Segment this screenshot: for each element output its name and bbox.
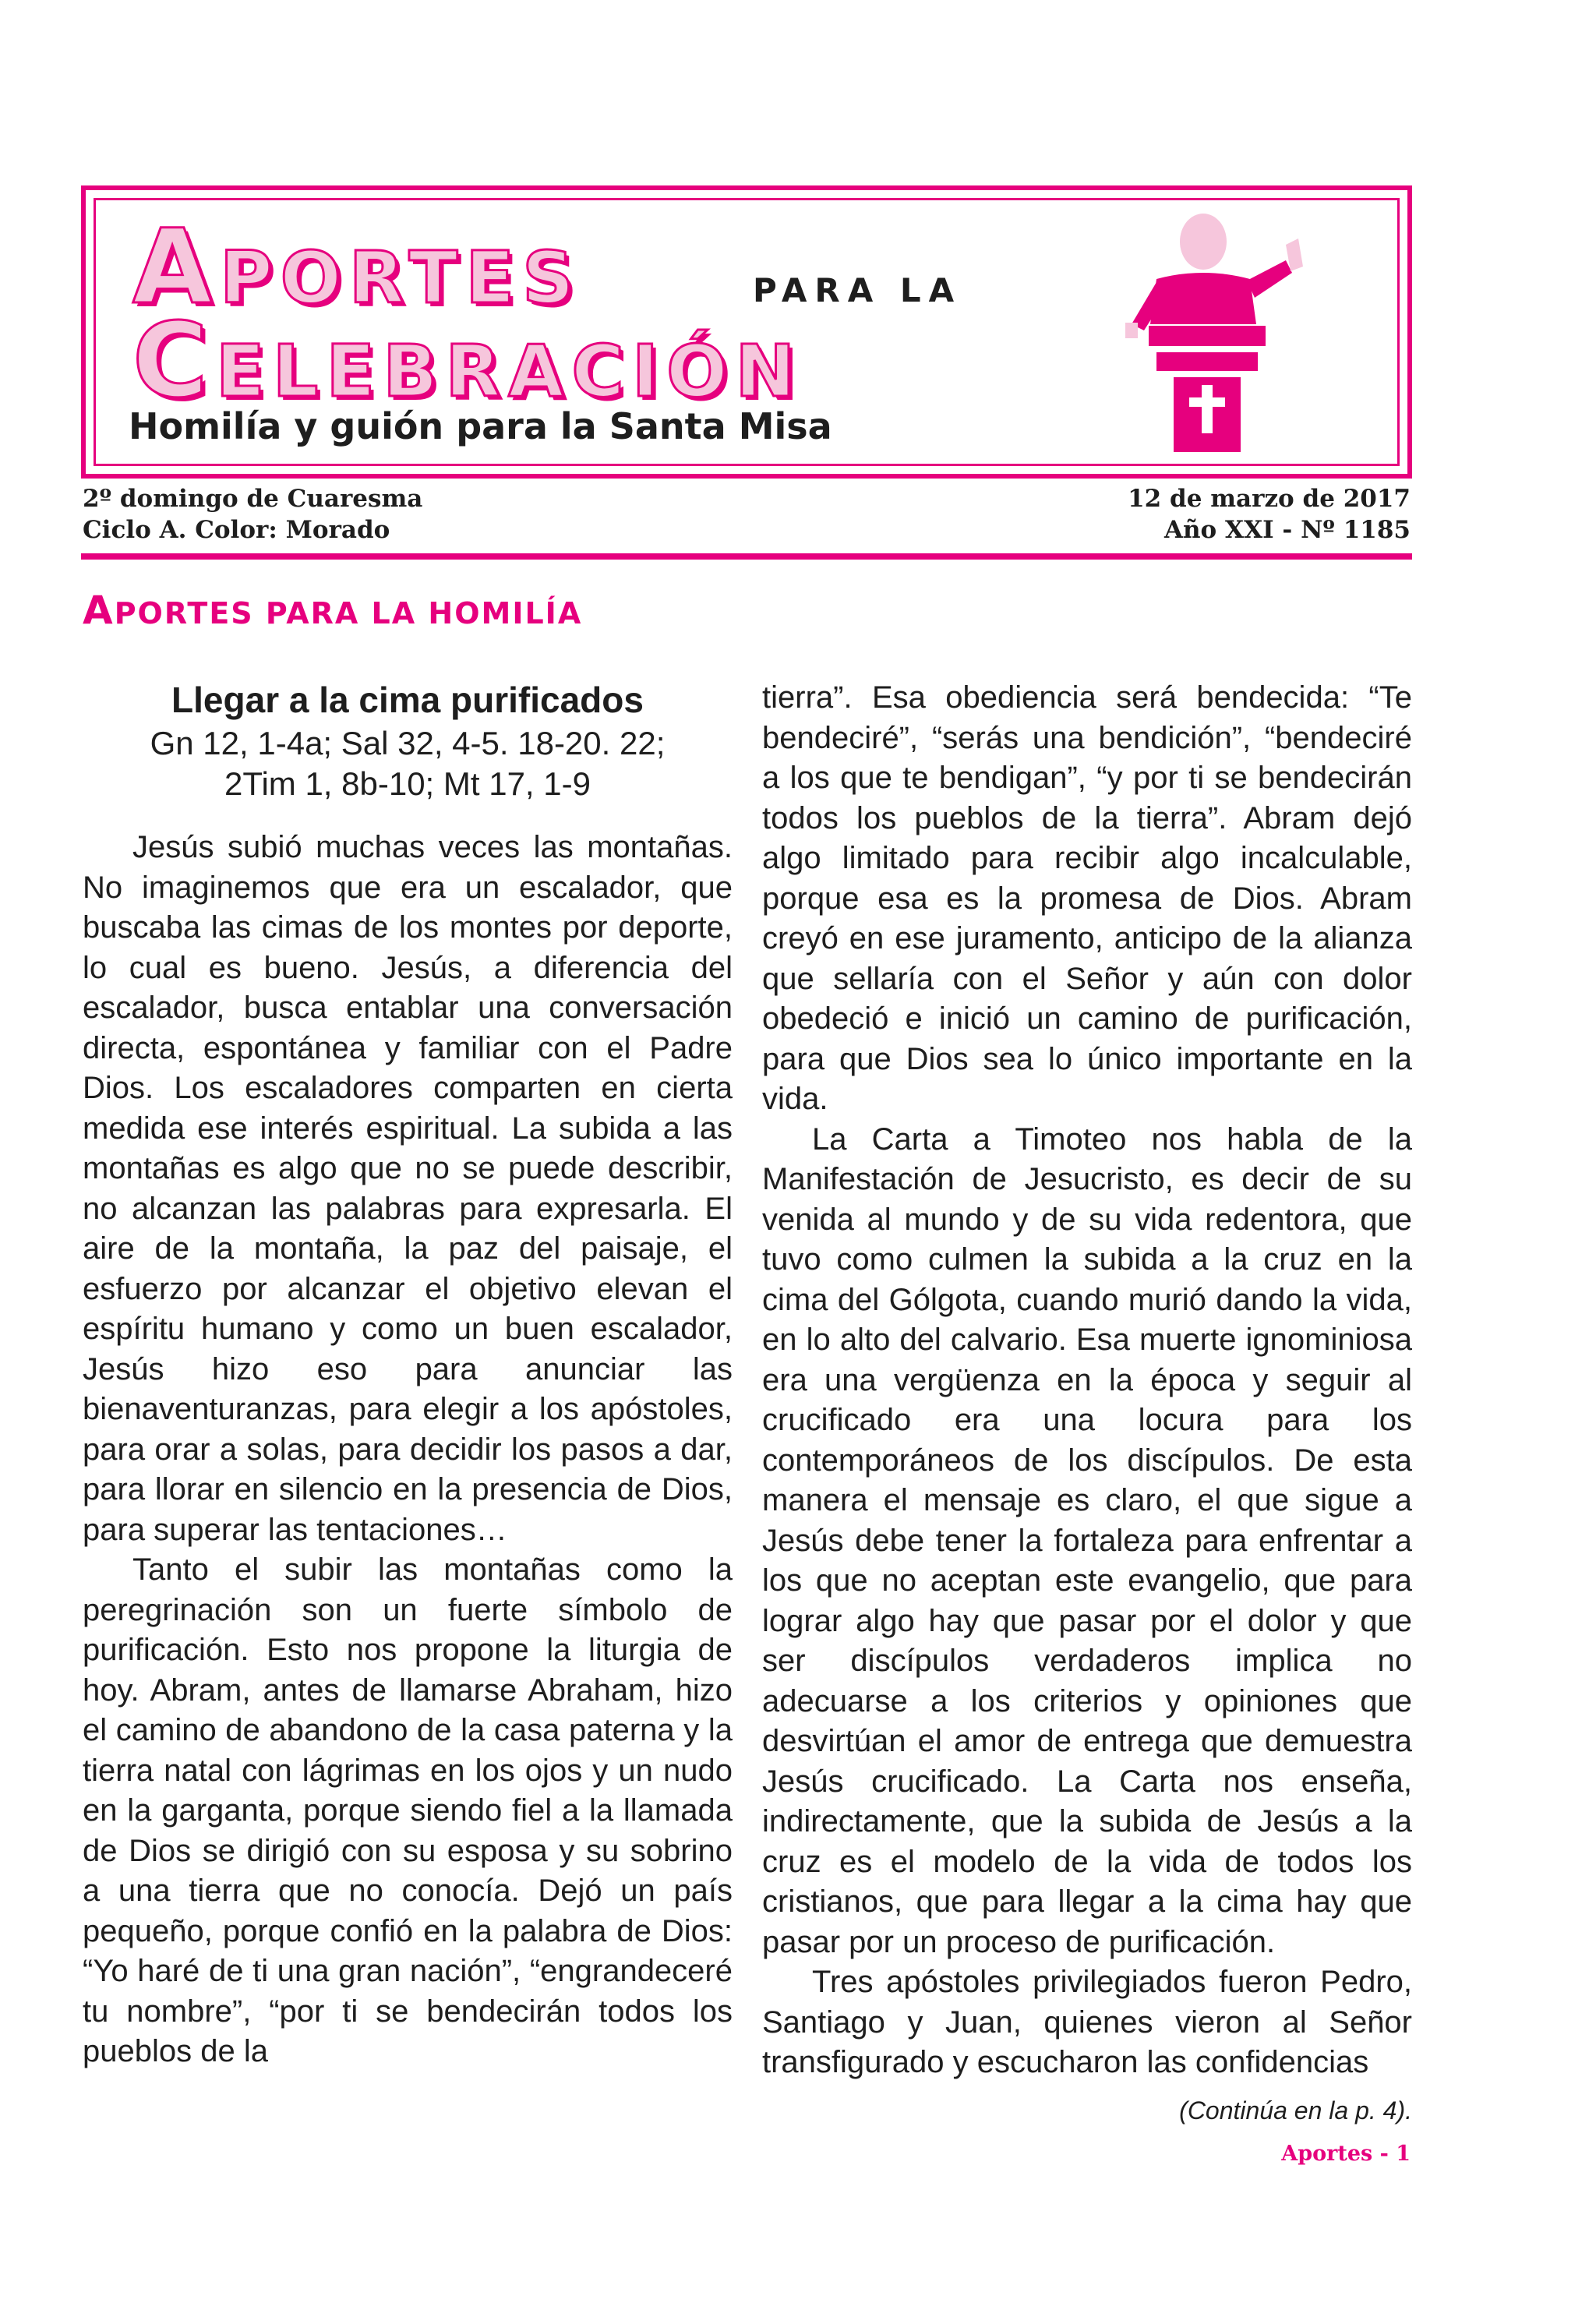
title-celebracion-rest: ELEBRACIÓN xyxy=(215,330,803,413)
article-refs-line1: Gn 12, 1-4a; Sal 32, 4-5. 18-20. 22; xyxy=(150,725,666,761)
masthead-subtitle: Homilía y guión para la Santa Misa xyxy=(129,405,832,447)
pulpit-shelf xyxy=(1156,352,1258,371)
right-column xyxy=(762,678,1412,2083)
liturgy-info xyxy=(83,483,422,546)
title-aportes-rest: PORTES xyxy=(220,236,582,320)
preacher-left-hand xyxy=(1125,323,1138,338)
paragraph: Jesús subió muchas veces las montañas. No imaginemos que era un escalador, que buscaba las cimas de los montes por deporte, lo cual es bueno. Jesús, a diferencia del escalador, busca entablar una conversación directa, espontánea y familiar con el Padre Dios. Los escaladores comparten en cierta medida ese interés espiritual. La subida a las montañas es algo que no se puede describir, no alcanzan las palabras para expresarla. El aire de la montaña, la paz del paisaje, el esfuerzo por alcanzar el objetivo elevan el espíritu humano y como un buen escalador, Jesús hizo eso para anunciar las bienaventuranzas, para elegir a los apóstoles, para orar a solas, para decidir los pasos a dar, para llorar en silencio en la presencia de Dios, para superar las tentaciones… xyxy=(83,830,733,1547)
page-footer: Aportes - 1 xyxy=(1281,2142,1411,2166)
liturgy-cycle-color: Ciclo A. Color: Morado xyxy=(83,516,390,544)
title-celebracion-cap: C xyxy=(132,301,216,421)
continued-note: (Continúa en la p. 4). xyxy=(1179,2096,1412,2125)
issue-number: Año XXI - Nº 1185 xyxy=(1163,516,1411,544)
title-aportes-cap: A xyxy=(132,207,221,327)
issue-date: 12 de marzo de 2017 xyxy=(1128,485,1411,513)
title-celebracion xyxy=(132,301,803,421)
article-refs-line2: 2Tim 1, 8b-10; Mt 17, 1-9 xyxy=(224,765,591,802)
preacher-right-arm xyxy=(1247,260,1292,298)
preacher-at-pulpit-icon xyxy=(1102,201,1382,458)
preacher-body xyxy=(1150,273,1256,324)
paragraph: Tanto el subir las montañas como la peregrinación son un fuerte símbolo de purificación. Esto nos propone la liturgia de hoy. Abram, antes de llamarse Abraham, hizo el camino de abandono de la casa paterna y la tierra natal con lágrimas en los ojos y un nudo en la garganta, porque siendo fiel a la llamada de Dios se dirigió con su esposa y su sobrino a una tierra que no conocía. Dejó un país pequeño, porque confió en la palabra de Dios: “Yo haré de ti una gran nación”, “engrandeceré tu nombre”, “por ti se bendecirán todos los pueblos de la xyxy=(83,1552,733,2068)
preacher-head xyxy=(1180,214,1227,270)
cross-vertical xyxy=(1202,385,1213,433)
masthead xyxy=(81,185,1412,479)
header-divider xyxy=(81,553,1412,560)
liturgy-sunday: 2º domingo de Cuaresma xyxy=(83,485,423,513)
article-references xyxy=(83,723,733,804)
article-title: Llegar a la cima purificados xyxy=(171,680,644,720)
section-heading-cap: A xyxy=(83,588,115,633)
title-para-la: PARA LA xyxy=(753,271,962,309)
paragraph: La Carta a Timoteo nos habla de la Manifestación de Jesucristo, es decir de su venida al mundo y de su vida redentora, que tuvo como culmen la subida a la cruz en la cima del Gólgota, cuando murió dando la vida, en lo alto del calvario. Esa muerte ignominiosa era una vergüenza en la época y seguir al crucificado era una locura para los contemporáneos de los discípulos. De esta manera el mensaje es claro, el que sigue a Jesús debe tener la fortaleza para enfrentar a los que no aceptan este evangelio, que para lograr algo hay que pasar por el dolor y que ser discípulos verdaderos implica no adecuarse a los criterios y opiniones que desvirtúan el amor de entrega que demuestra Jesús crucificado. La Carta nos enseña, indirectamente, que la subida de Jesús a la cruz es el modelo de la vida de todos los cristianos, que para llegar a la cima hay que pasar por un proceso de purificación. xyxy=(762,1121,1412,1959)
cross-horizontal xyxy=(1189,397,1225,407)
section-heading-rest: PORTES PARA LA HOMILÍA xyxy=(114,596,583,630)
paragraph: Tres apóstoles privilegiados fueron Pedro, Santiago y Juan, quienes vieron al Señor transfigurado y escucharon las confidencias xyxy=(762,1965,1412,2079)
section-heading xyxy=(83,588,582,633)
paragraph: tierra”. Esa obediencia será bendecida: “Te bendeciré”, “serás una bendición”, “bendeciré a los que te bendigan”, “y por ti se bendecirán todos los pueblos de la tierra”. Abram dejó algo limitado para recibir algo incalculable, porque esa es la promesa de Dios. Abram creyó en ese juramento, anticipo de la alianza que sellaría con el Señor y aún con dolor obedeció e inició un camino de purificación, para que Dios sea lo único importante en la vida. xyxy=(762,680,1412,1116)
pulpit-top xyxy=(1149,326,1266,346)
left-column xyxy=(83,676,733,2072)
issue-info xyxy=(1128,483,1411,546)
